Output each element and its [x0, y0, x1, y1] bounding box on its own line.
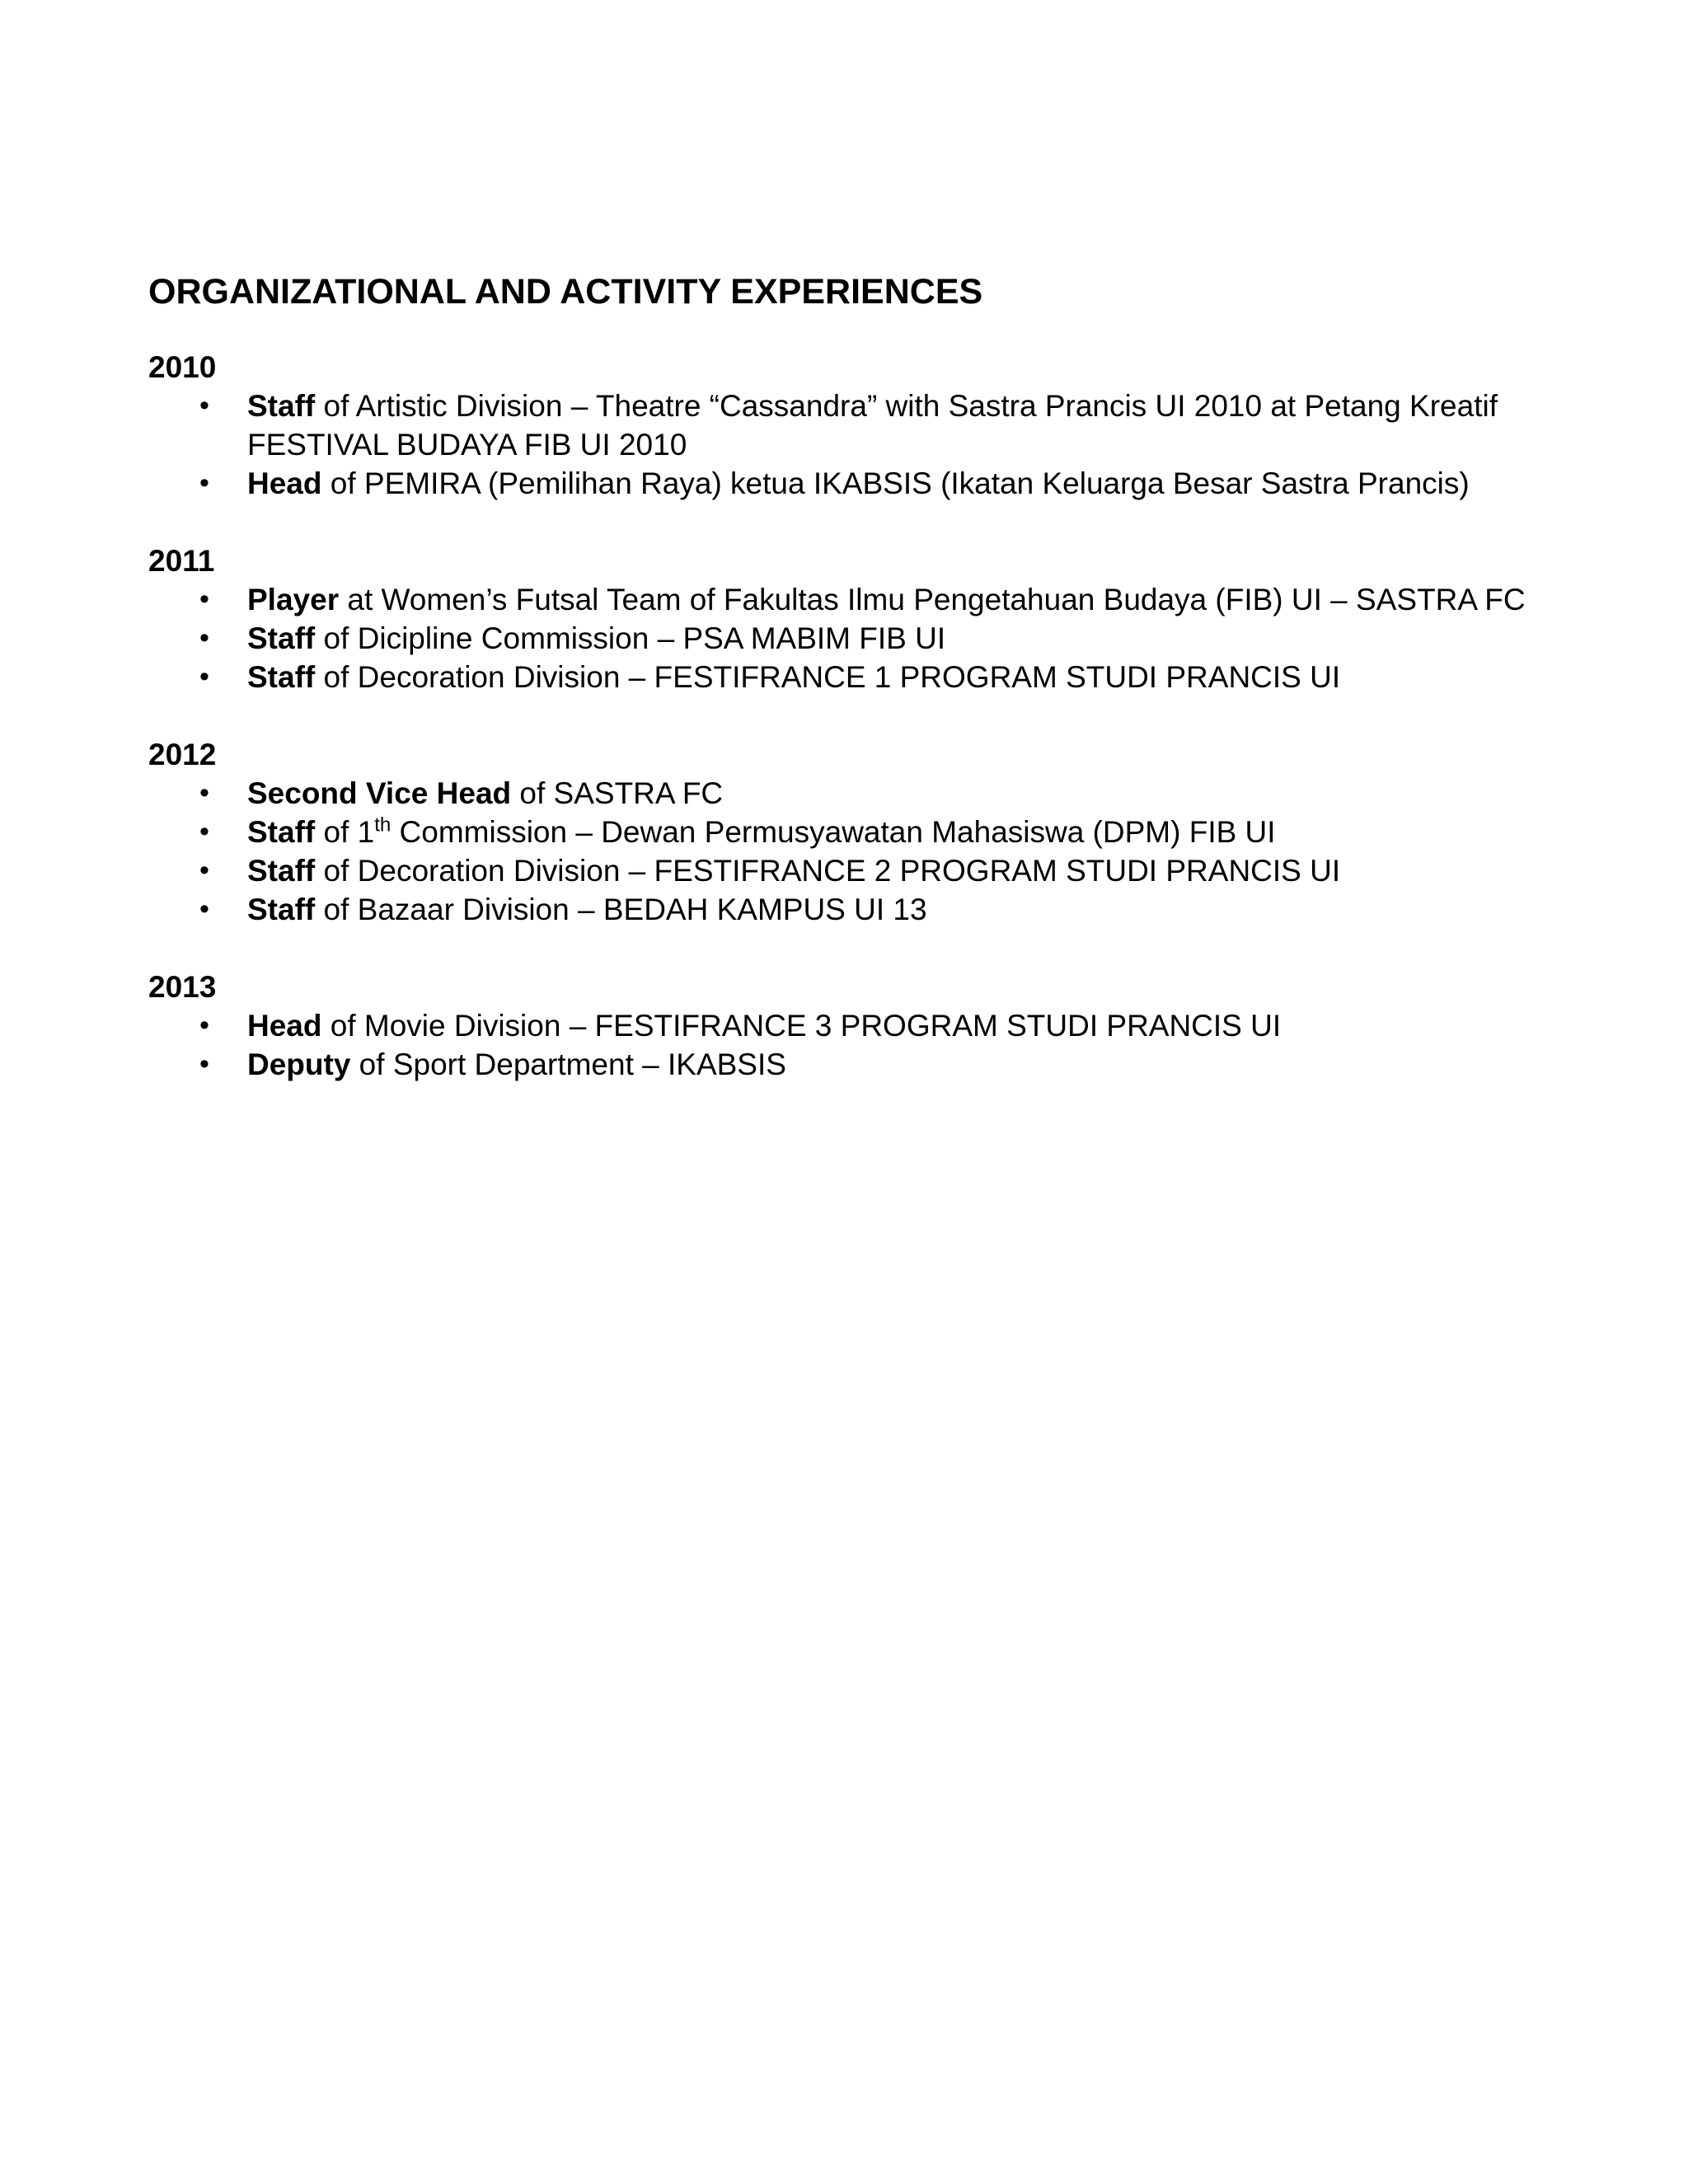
bullet-icon: • [199, 1010, 209, 1041]
year-section-2011 [148, 542, 1550, 696]
role-label: Player [247, 583, 340, 616]
role-label: Staff [247, 815, 316, 849]
experience-list [148, 580, 1550, 696]
item-text: of SASTRA FC [511, 776, 724, 810]
page-title: ORGANIZATIONAL AND ACTIVITY EXPERIENCES [148, 272, 983, 312]
list-item [148, 1006, 1550, 1045]
list-item [148, 774, 1550, 813]
list-item [148, 580, 1550, 619]
list-item [148, 851, 1550, 890]
bullet-icon: • [199, 622, 209, 654]
bullet-icon: • [199, 893, 209, 925]
item-text: of Decoration Division – FESTIFRANCE 2 PROGRAM STUDI PRANCIS UI [315, 854, 1341, 888]
year-heading: 2013 [148, 970, 217, 1004]
experience-list [148, 387, 1550, 503]
list-item [148, 658, 1550, 696]
role-label: Staff [247, 621, 316, 655]
role-label: Head [247, 1009, 322, 1043]
item-text: of Artistic Division – Theatre “Cassandra” with Sastra Prancis UI 2010 at Petang Kreatif FESTIVAL BUDAYA FIB UI 2010 [247, 389, 1498, 462]
document-page [148, 272, 1550, 1123]
bullet-icon: • [199, 855, 209, 886]
list-item [148, 464, 1550, 503]
year-section-2010 [148, 349, 1550, 503]
experience-list [148, 774, 1550, 929]
list-item [148, 619, 1550, 658]
role-label: Staff [247, 893, 316, 926]
list-item [148, 890, 1550, 929]
role-label: Staff [247, 660, 316, 694]
role-label: Staff [247, 389, 316, 423]
item-text: of Sport Department – IKABSIS [350, 1047, 786, 1081]
bullet-icon: • [199, 583, 209, 615]
bullet-icon: • [199, 777, 209, 808]
year-heading: 2011 [148, 544, 215, 578]
item-text: of PEMIRA (Pemilihan Raya) ketua IKABSIS (Ikatan Keluarga Besar Sastra Prancis) [321, 466, 1470, 500]
ordinal-suffix: th [374, 813, 392, 837]
item-text: of Dicipline Commission – PSA MABIM FIB UI [315, 621, 946, 655]
experience-list [148, 1006, 1550, 1084]
year-section-2012 [148, 736, 1550, 929]
year-heading: 2012 [148, 738, 217, 771]
item-text: of Movie Division – FESTIFRANCE 3 PROGRAM STUDI PRANCIS UI [321, 1009, 1282, 1043]
bullet-icon: • [199, 816, 209, 847]
bullet-icon: • [199, 1048, 209, 1080]
bullet-icon: • [199, 467, 209, 499]
item-text: of Bazaar Division – BEDAH KAMPUS UI 13 [315, 893, 927, 926]
item-text: of Decoration Division – FESTIFRANCE 1 PROGRAM STUDI PRANCIS UI [315, 660, 1341, 694]
role-label: Head [247, 466, 322, 500]
list-item [148, 813, 1550, 851]
bullet-icon: • [199, 661, 209, 692]
role-label: Staff [247, 854, 316, 888]
item-text-after: Commission – Dewan Permusyawatan Mahasiswa (DPM) FIB UI [391, 815, 1276, 849]
list-item [148, 387, 1550, 464]
bullet-icon: • [199, 390, 209, 421]
role-label: Deputy [247, 1047, 351, 1081]
item-text: at Women’s Futsal Team of Fakultas Ilmu Pengetahuan Budaya (FIB) UI – SASTRA FC [339, 583, 1526, 616]
year-section-2013 [148, 968, 1550, 1084]
year-heading: 2010 [148, 350, 217, 384]
list-item [148, 1045, 1550, 1084]
item-text: of 1 [315, 815, 375, 849]
role-label: Second Vice Head [247, 776, 512, 810]
